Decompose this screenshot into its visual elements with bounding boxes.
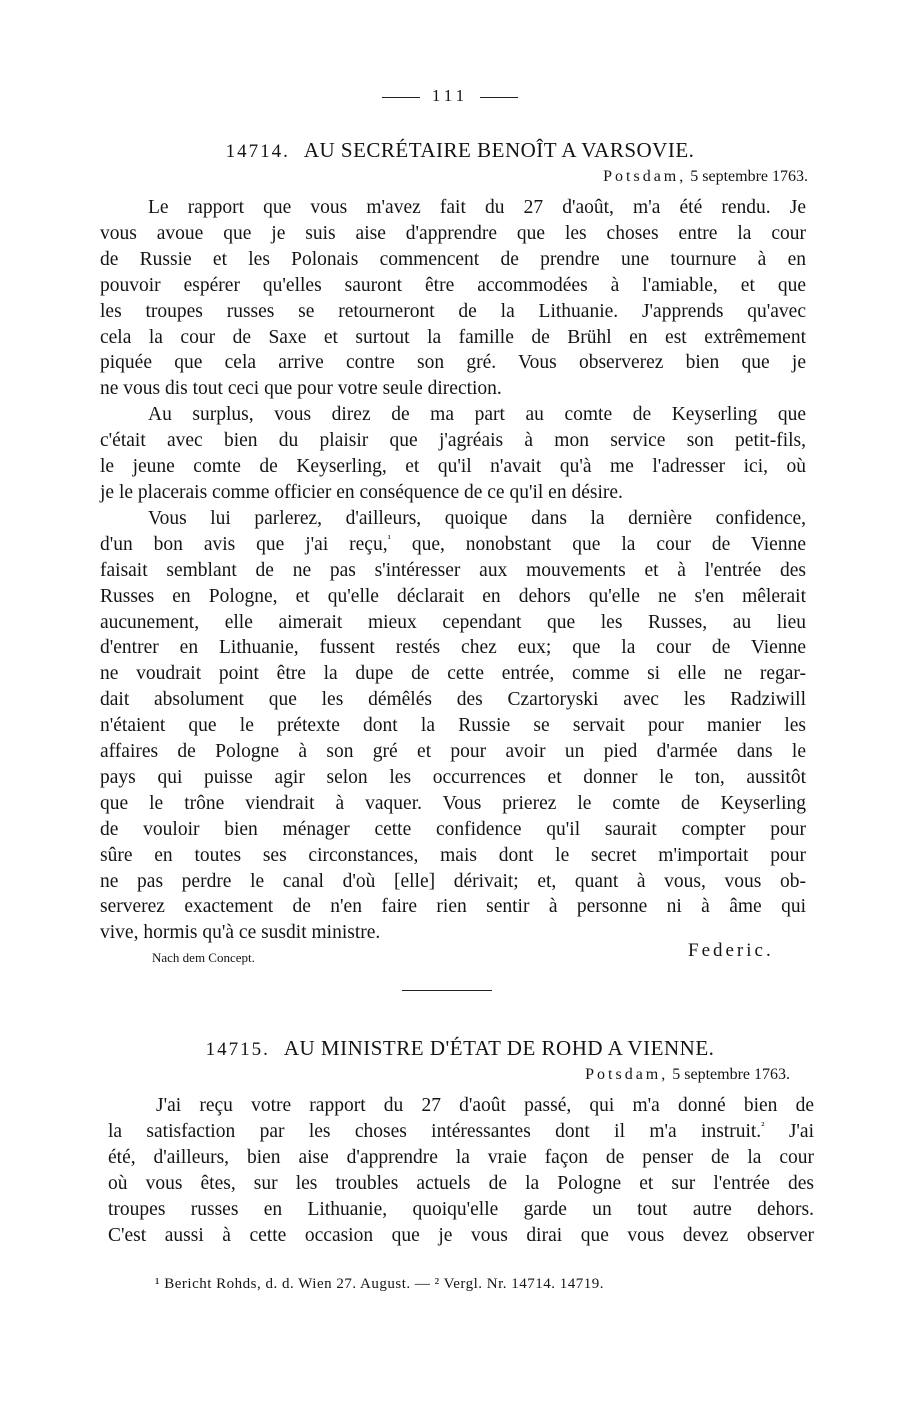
letter-number: 14715.: [205, 1039, 270, 1060]
dateline-date: 5 septembre 1763.: [672, 1066, 790, 1083]
text-line: vive, hormis qu'à ce susdit ministre.: [100, 922, 381, 944]
text-line: ne vous dis tout ceci que pour votre seule direction.: [100, 378, 502, 400]
text-line: Le rapport que vous m'avez fait du 27 d'août, m'a été rendu. Je: [148, 197, 806, 218]
text-line: d'entrer en Lithuanie, fussent restés chez eux; que la cour de Vienne: [100, 637, 806, 659]
text-line: C'est aussi à cette occasion que je vous dirai que vous devez observer: [108, 1224, 814, 1246]
text-line: J'ai reçu votre rapport du 27 d'août passé, qui m'a donné bien de: [156, 1095, 814, 1116]
footnote-marker: ¹: [387, 532, 391, 545]
letter-dateline: [603, 168, 808, 186]
letter-title: AU SECRÉTAIRE BENOÎT A VARSOVIE.: [303, 138, 695, 162]
letter-heading: [100, 138, 820, 163]
letter-body: [108, 1093, 814, 1248]
text-line: faisait semblant de ne pas s'intéresser aux mouvements et à l'entrée des: [100, 559, 806, 581]
header-rule-left: [382, 97, 420, 98]
text-line: d'un bon avis que j'ai reçu,$^{^1}$ que, nonobstant que la cour de Vienne: [100, 532, 806, 555]
letter-dateline: [585, 1066, 790, 1084]
text-line: Au surplus, vous direz de ma part au comte de Keyserling que: [148, 404, 806, 426]
text-line: cela la cour de Saxe et surtout la famille de Brühl en est extrêmement: [100, 326, 806, 348]
text-line: Russes en Pologne, et qu'elle déclarait en dehors qu'elle ne s'en mêlerait: [100, 585, 806, 607]
text-line: où vous êtes, sur les troubles actuels de la Pologne et sur l'entrée des: [108, 1172, 814, 1194]
dateline-date: 5 septembre 1763.: [690, 168, 808, 185]
letter-separator: [402, 990, 492, 991]
text-line: ne voudrait point être la dupe de cette entrée, comme si elle ne regar-: [100, 663, 806, 685]
text-line: de vouloir bien ménager cette confidence qu'il saurait compter pour: [100, 818, 806, 840]
page-number: 111: [431, 86, 469, 105]
text-line: ne pas perdre le canal d'où [elle] dérivait; et, quant à vous, vous ob-: [100, 870, 806, 892]
text-line: les troupes russes se retourneront de la Lithuanie. J'apprends qu'avec: [100, 300, 806, 322]
text-line: n'étaient que le prétexte dont la Russie se servait pour manier les: [100, 715, 806, 737]
letter-body: [100, 195, 806, 946]
signature: Federic.: [688, 940, 774, 961]
text-line: sûre en toutes ses circonstances, mais dont le secret m'importait pour: [100, 844, 806, 866]
text-line: pouvoir espérer qu'elles sauront être accommodées à l'amiable, et que: [100, 274, 806, 296]
text-line: troupes russes en Lithuanie, quoiqu'elle garde un tout autre dehors.: [108, 1198, 814, 1220]
footnotes: ¹ Bericht Rohds, d. d. Wien 27. August. — ² Vergl. Nr. 14714. 14719.: [155, 1276, 605, 1292]
page-header: [0, 86, 900, 106]
header-rule-right: [480, 97, 518, 98]
text-line: le jeune comte de Keyserling, et qu'il n'avait qu'à me l'adresser ici, où: [100, 456, 806, 478]
text-line: été, d'ailleurs, bien aise d'apprendre la vraie façon de penser de la cour: [108, 1146, 814, 1168]
text-line: que le trône viendrait à vaquer. Vous prierez le comte de Keyserling: [100, 792, 806, 814]
letter-title: AU MINISTRE D'ÉTAT DE ROHD A VIENNE.: [283, 1036, 715, 1060]
text-line: dait absolument que les démêlés des Czartoryski avec les Radziwill: [100, 689, 806, 711]
letter-number: 14714.: [225, 141, 290, 162]
text-line: Vous lui parlerez, d'ailleurs, quoique dans la dernière confidence,: [148, 507, 806, 529]
dateline-place: Potsdam,: [585, 1066, 669, 1083]
letter-heading: [100, 1036, 820, 1061]
source-note: Nach dem Concept.: [152, 950, 255, 965]
text-line: aucunement, elle aimerait mieux cependant que les Russes, au lieu: [100, 611, 806, 633]
text-line: affaires de Pologne à son gré et pour avoir un pied d'armée dans le: [100, 741, 806, 763]
text-line: c'était avec bien du plaisir que j'agréais à mon service son petit-fils,: [100, 430, 806, 452]
text-line: vous avoue que je suis aise d'apprendre que les choses entre la cour: [100, 222, 806, 244]
text-line: je le placerais comme officier en conséquence de ce qu'il en désire.: [100, 481, 623, 503]
text-line: piquée que cela arrive contre son gré. Vous observerez bien que je: [100, 352, 806, 374]
text-line: de Russie et les Polonais commencent de prendre une tournure à en: [100, 248, 806, 270]
footnote-marker: ²: [761, 1119, 765, 1132]
text-line: la satisfaction par les choses intéressantes dont il m'a instruit.$^{^2}$ J'ai: [108, 1119, 814, 1142]
text-line: serverez exactement de n'en faire rien sentir à personne ni à âme qui: [100, 896, 806, 918]
text-line: pays qui puisse agir selon les occurrences et donner le ton, aussitôt: [100, 766, 806, 788]
dateline-place: Potsdam,: [603, 168, 687, 185]
